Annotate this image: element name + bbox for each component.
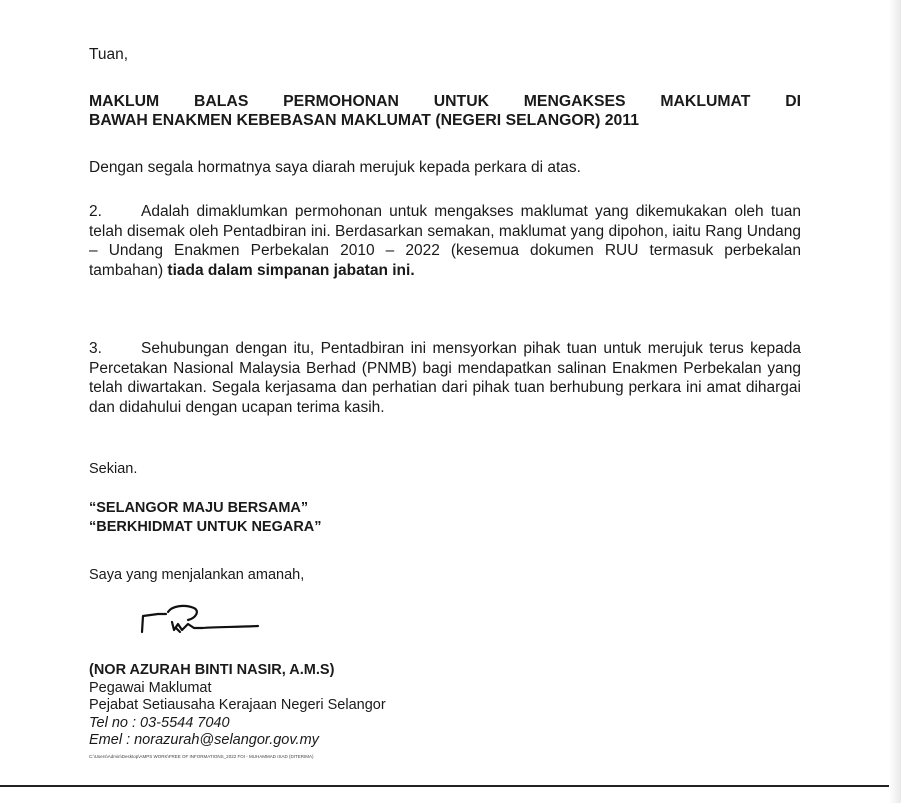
paragraph-3-text: Sehubungan dengan itu, Pentadbiran ini mensyorkan pihak tuan untuk merujuk terus kepada Percetakan Nasional Malaysia Berhad (PNMB) bagi mendapatkan salinan Enakmen Perbekalan yang telah diwartakan. Segala kerjasama dan perhatian dari pihak tuan berhubung perkara ini amat dihargai dan didahului dengan ucapan terima kasih.	[89, 340, 801, 416]
closing: Sekian.	[89, 461, 138, 477]
sign-off: Saya yang menjalankan amanah,	[89, 567, 305, 583]
handwritten-signature	[136, 602, 266, 642]
salutation: Tuan,	[89, 46, 129, 63]
subject-heading	[89, 92, 801, 130]
file-path-footnote: C:\Users\Admin\Desktop\AMPS WORK\FREE OF INFORMATIONS_2022 FOI - MUHAMMAD ISAD (DITERIMA)	[89, 754, 314, 759]
paragraph-2	[89, 202, 801, 280]
signer-title: Pegawai Maklumat	[89, 679, 212, 696]
signer-telephone: Tel no : 03-5544 7040	[89, 714, 230, 731]
paragraph-2-number: 2.	[89, 203, 102, 220]
signer-block	[89, 662, 801, 750]
motto-line-1: “SELANGOR MAJU BERSAMA”	[89, 500, 309, 516]
signer-office: Pejabat Setiausaha Kerajaan Negeri Selangor	[89, 697, 386, 713]
paragraph-2-bold: tiada dalam simpanan jabatan ini.	[167, 261, 415, 279]
page-edge-shadow	[889, 0, 901, 803]
subject-line-1: MAKLUM BALAS PERMOHONAN UNTUK MENGAKSES MAKLUMAT DI	[89, 93, 801, 110]
paragraph-2-text: Adalah dimaklumkan permohonan untuk mengakses maklumat yang dikemukakan oleh tuan telah disemak oleh Pentadbiran ini. Berdasarkan semakan, maklumat yang dipohon, iaitu Rang Undang – Undang Enakmen Perbekalan 2010 – 2022 (kesemua dokumen RUU termasuk perbekalan tambahan)	[89, 203, 801, 279]
intro-paragraph: Dengan segala hormatnya saya diarah merujuk kepada perkara di atas.	[89, 159, 581, 176]
paragraph-3-number: 3.	[89, 340, 102, 357]
motto-line-2: “BERKHIDMAT UNTUK NEGARA”	[89, 519, 322, 535]
motto-block	[89, 499, 801, 537]
signer-name: (NOR AZURAH BINTI NASIR, A.M.S)	[89, 662, 335, 678]
footer-divider	[0, 785, 901, 787]
paragraph-3	[89, 339, 801, 417]
subject-line-2: BAWAH ENAKMEN KEBEBASAN MAKLUMAT (NEGERI SELANGOR) 2011	[89, 112, 640, 129]
signer-email: Emel : norazurah@selangor.gov.my	[89, 732, 319, 748]
